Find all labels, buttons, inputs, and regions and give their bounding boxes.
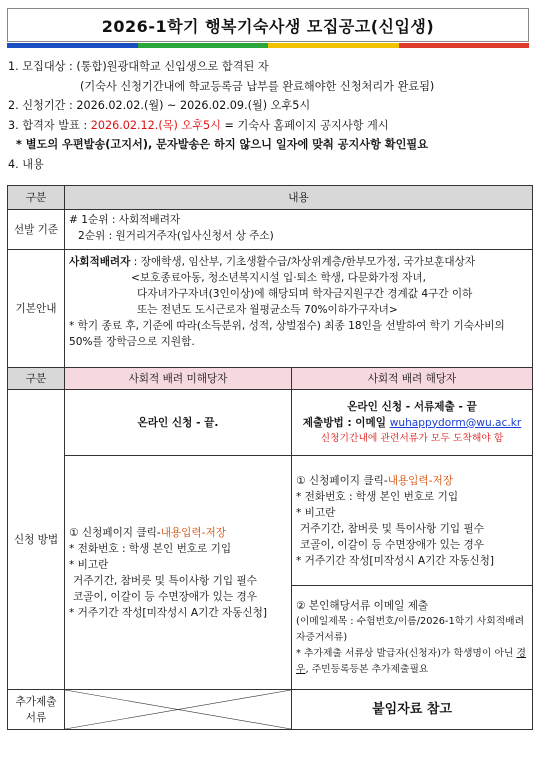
yes-deadline-note: 신청기간내에 관련서류가 모두 도착해야 함 xyxy=(320,432,504,444)
not-b2: * 비고란 xyxy=(69,558,109,571)
basic-line-4: 또는 전년도 도시근로자 월평균소득 70%이하가구자녀> xyxy=(137,304,398,316)
email-link[interactable]: wuhappydorm@wu.ac.kr xyxy=(389,416,522,429)
header-category: 구분 xyxy=(8,186,65,210)
basic-line-1 xyxy=(69,254,528,270)
info-target-note: (기숙사 신청기간내에 학교등록금 납부를 완료해야한 신청처리가 완료됨) xyxy=(80,79,435,93)
basic-label: 기본안내 xyxy=(8,250,65,368)
bar-green xyxy=(138,43,269,48)
target-text: (통합)원광대학교 신입생으로 합격된 자 xyxy=(76,60,269,73)
yes-step1-pre: ① 신청페이지 클릭- xyxy=(296,474,388,487)
page-title: 2026-1학기 행복기숙사생 모집공고(신입생) xyxy=(7,8,529,42)
yes-b5: * 거주기간 작성[미작성시 A기간 자동신청] xyxy=(296,554,495,567)
period-label: 2. 신청기간 : xyxy=(8,99,77,112)
not-step1-org: 내용입력-저장 xyxy=(160,526,226,539)
title-color-bar xyxy=(7,43,529,48)
extra-empty-cell xyxy=(65,690,292,730)
not-online-only: 온라인 신청 - 끝. xyxy=(65,390,292,456)
announce-date: 2026.02.12.(목) 오후5시 xyxy=(90,118,221,132)
info-warning: * 별도의 우편발송(고지서), 문자발송은 하지 않으니 일자에 맞춰 공지사항 확인필요 xyxy=(16,138,429,151)
extra-value: 붙임자료 참고 xyxy=(292,690,533,730)
yes-b4: 코골이, 이갈이 등 수면장애가 있는 경우 xyxy=(300,538,484,551)
yes-step2-subject: (이메일제목 : 수험번호/이름/2026-1학기 사회적배려자증거서류) xyxy=(296,615,525,643)
info-section xyxy=(8,57,533,174)
selection-content xyxy=(65,210,533,250)
yes-step2-title: ② 본인해당서류 이메일 제출 xyxy=(296,599,429,612)
basic-bold: 사회적배려자 xyxy=(69,256,131,268)
diagonal-cross xyxy=(65,690,291,729)
not-step1 xyxy=(69,525,287,541)
yes-b1: * 전화번호 : 학생 본인 번호로 기입 xyxy=(296,490,459,503)
period-text: 2026.02.02.(월) ~ 2026.02.09.(월) 오후5시 xyxy=(76,99,311,112)
basic-text-1: : 장애학생, 임산부, 기초생활수급/차상위계층/한부모가정, 국가보훈대상자 xyxy=(130,256,476,268)
bar-blue xyxy=(7,43,138,48)
yes-step1-title xyxy=(296,473,528,489)
yes-online-docs xyxy=(292,390,533,456)
main-table xyxy=(7,185,533,730)
step2-note-b: 경우 xyxy=(296,647,526,675)
basic-content xyxy=(65,250,533,368)
not-b3: 거주기간, 참버릇 및 특이사항 기입 필수 xyxy=(73,574,257,587)
header2-not-eligible: 사회적 배려 미해당자 xyxy=(65,368,292,390)
basic-line-3: 다자녀가구자녀(3인이상)에 해당되며 학자금지원구간 경계값 4구간 이하 xyxy=(137,288,473,300)
announce-label: 3. 합격자 발표 : xyxy=(8,118,91,132)
basic-line-5: * 학기 종료 후, 기준에 따라(소득분위, 성적, 상벌점수) 최종 18인을 선발하여 학기 기숙사비의 50%를 장학금으로 지원함. xyxy=(69,320,505,348)
not-steps xyxy=(65,456,292,690)
info-announce xyxy=(8,116,533,136)
header2-eligible: 사회적 배려 해당자 xyxy=(292,368,533,390)
info-target xyxy=(8,57,533,77)
info-content-heading: 4. 내용 xyxy=(8,157,44,171)
yes-step1-org: 내용입력-저장 xyxy=(387,474,453,487)
method-label: 제출방법 : 이메일 xyxy=(302,416,390,429)
step2-note-a: * 추가제출 서류상 발급자(신청자)가 학생명이 아닌 xyxy=(296,647,517,659)
bar-yellow xyxy=(268,43,399,48)
selection-rank-1: # 1순위 : 사회적배려자 xyxy=(69,214,181,226)
yes-step2 xyxy=(292,586,533,690)
bar-red xyxy=(399,43,530,48)
title-area xyxy=(7,8,531,48)
basic-line-2: <보호종료아동, 청소년복지시설 입·퇴소 학생, 다문화가정 자녀, xyxy=(131,272,427,284)
header2-category: 구분 xyxy=(8,368,65,390)
yes-b2: * 비고란 xyxy=(296,506,336,519)
announce-rest: = 기숙사 홈페이지 공지사항 게시 xyxy=(220,118,389,132)
not-b4: 코골이, 이갈이 등 수면장애가 있는 경우 xyxy=(73,590,257,603)
not-b1: * 전화번호 : 학생 본인 번호로 기입 xyxy=(69,542,232,555)
yes-flow: 온라인 신청 - 서류제출 - 끝 xyxy=(347,400,477,413)
yes-b3: 거주기간, 참버릇 및 특이사항 기입 필수 xyxy=(300,522,484,535)
header-content: 내용 xyxy=(65,186,533,210)
yes-step2-note xyxy=(296,646,528,678)
yes-step1 xyxy=(292,456,533,586)
not-b5: * 거주기간 작성[미작성시 A기간 자동신청] xyxy=(69,606,268,619)
target-label: 1. 모집대상 : xyxy=(8,60,77,73)
not-step1-pre: ① 신청페이지 클릭- xyxy=(69,526,161,539)
info-period xyxy=(8,96,533,116)
selection-rank-2: 2순위 : 원거리거주자(입사신청서 상 주소) xyxy=(78,230,274,242)
selection-label: 선발 기준 xyxy=(8,210,65,250)
apply-label: 신청 방법 xyxy=(8,390,65,690)
extra-label: 추가제출 서류 xyxy=(8,690,65,730)
step2-note-c: , 주민등록등본 추가제출필요 xyxy=(305,663,429,675)
yes-method xyxy=(296,415,528,431)
